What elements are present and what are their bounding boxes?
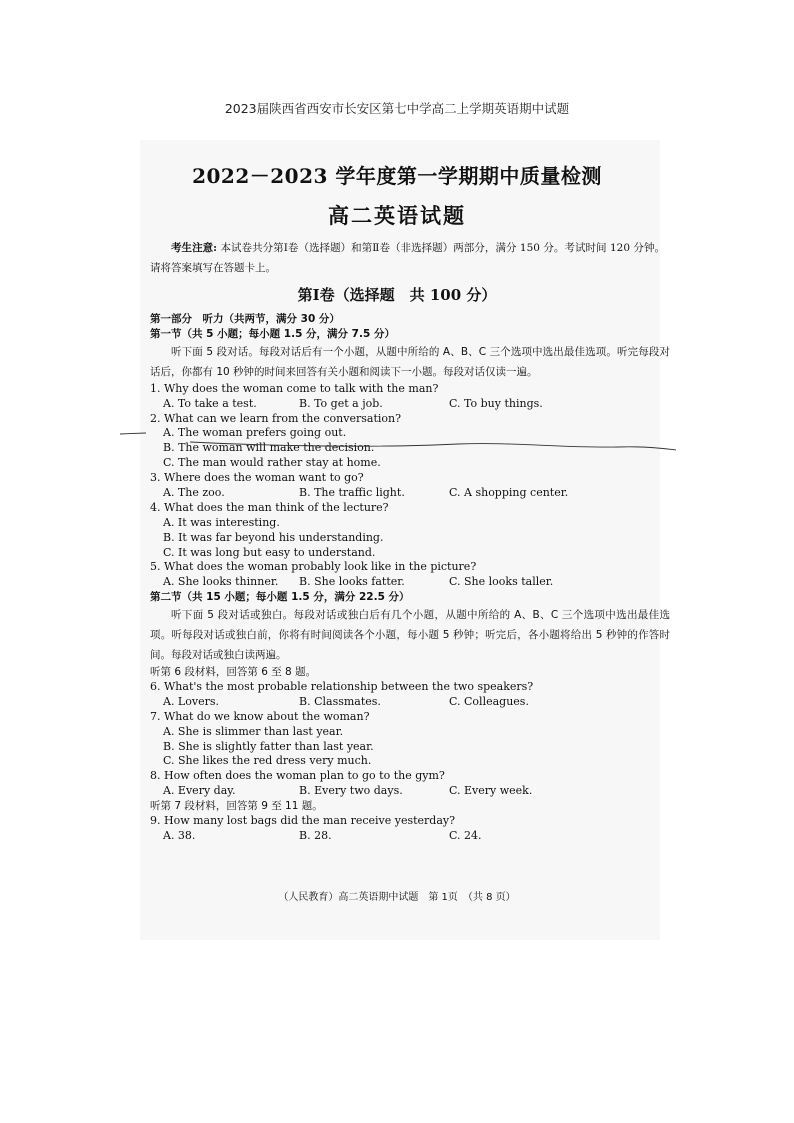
document-title: 2023届陕西省西安市长安区第七中学高二上学期英语期中试题 [224, 101, 570, 116]
question-9-stem: 9. How many lost bags did the man receive yesterday? [150, 814, 456, 828]
question-6-stem: 6. What's the most probable relationship between the two speakers? [150, 680, 534, 694]
volume-title: 第Ⅰ卷（选择题 共 100 分） [297, 286, 497, 304]
option-b: B. Classmates. [299, 694, 381, 708]
option-b: B. She looks fatter. [299, 575, 405, 589]
option-c: C. To buy things. [449, 396, 543, 410]
notice-label: 考生注意: [171, 242, 218, 254]
question-8-options [150, 784, 670, 799]
option-a: A. 38. [163, 828, 196, 842]
section1-instructions: 听下面 5 段对话。每段对话后有一个小题，从题中所给的 A、B、C 三个选项中选出最佳选项。听完每段对话后，你都有 10 秒钟的时间来回答有关小题和阅读下一小题。每段对话仅读一遍。 [150, 345, 670, 378]
question-2-option-b: B. The woman will make the decision. [163, 441, 375, 455]
question-4-stem: 4. What does the man think of the lecture? [150, 500, 389, 514]
section2-instructions: 听下面 5 段对话或独白。每段对话或独白后有几个小题，从题中所给的 A、B、C 三个选项中选出最佳选项。听每段对话或独白前，你将有时间阅读各个小题，每小题 5 秒钟；听完后，各小题将给出 5 秒钟的作答时间。每段对话或独白读两遍。 [150, 609, 670, 662]
question-5-stem: 5. What does the woman probably look like in the picture? [150, 560, 477, 574]
question-7-option-b: B. She is slightly fatter than last year. [163, 739, 374, 753]
option-b: B. To get a job. [299, 396, 383, 410]
question-9-options [150, 829, 670, 844]
exam-subject-title: 高二英语试题 [328, 203, 466, 228]
exam-year-title: 2022－2023 学年度第一学期期中质量检测 [192, 164, 602, 188]
question-7-option-a: A. She is slimmer than last year. [163, 724, 344, 738]
option-c: C. 24. [449, 828, 482, 842]
exam-notice [150, 238, 665, 278]
option-c: C. She looks taller. [449, 575, 554, 589]
option-a: A. Lovers. [163, 694, 219, 708]
question-3-stem: 3. Where does the woman want to go? [150, 471, 364, 485]
question-1-stem: 1. Why does the woman come to talk with the man? [150, 381, 439, 395]
notice-text: 本试卷共分第Ⅰ卷（选择题）和第Ⅱ卷（非选择题）两部分，满分 150 分。考试时间 120 分钟。请将答案填写在答题卡上。 [150, 242, 665, 274]
option-a: A. The zoo. [163, 486, 225, 500]
option-b: B. The traffic light. [299, 486, 405, 500]
option-a: A. Every day. [163, 784, 236, 798]
question-body [150, 312, 670, 844]
question-5-options [150, 575, 670, 590]
option-c: C. A shopping center. [449, 486, 569, 500]
section2-title: 第二节（共 15 小题；每小题 1.5 分，满分 22.5 分） [150, 591, 410, 604]
question-4-option-a: A. It was interesting. [163, 515, 280, 529]
option-a: A. To take a test. [163, 396, 257, 410]
page-footer: （人民教育）高二英语期中试题 第 1页 （共 8 页） [278, 892, 516, 903]
question-4-option-c: C. It was long but easy to understand. [163, 545, 376, 559]
option-c: C. Colleagues. [449, 694, 529, 708]
option-b: B. Every two days. [299, 784, 403, 798]
material-6-note: 听第 6 段材料，回答第 6 至 8 题。 [150, 666, 317, 679]
question-3-options [150, 486, 670, 501]
question-8-stem: 8. How often does the woman plan to go to the gym? [150, 769, 445, 783]
question-6-options [150, 695, 670, 710]
question-2-option-c: C. The man would rather stay at home. [163, 456, 381, 470]
part1-title: 第一部分 听力（共两节，满分 30 分） [150, 313, 340, 325]
question-2-option-a: A. The woman prefers going out. [163, 426, 347, 440]
question-7-option-c: C. She likes the red dress very much. [163, 754, 372, 768]
option-c: C. Every week. [449, 784, 533, 798]
option-b: B. 28. [299, 828, 332, 842]
pen-strike-mark [118, 428, 678, 458]
question-7-stem: 7. What do we know about the woman? [150, 709, 370, 723]
section1-title: 第一节（共 5 小题；每小题 1.5 分，满分 7.5 分） [150, 327, 395, 340]
option-a: A. She looks thinner. [163, 575, 279, 589]
material-7-note: 听第 7 段材料，回答第 9 至 11 题。 [150, 800, 323, 813]
question-1-options [150, 397, 670, 412]
question-2-stem: 2. What can we learn from the conversation? [150, 411, 401, 425]
question-4-option-b: B. It was far beyond his understanding. [163, 530, 384, 544]
